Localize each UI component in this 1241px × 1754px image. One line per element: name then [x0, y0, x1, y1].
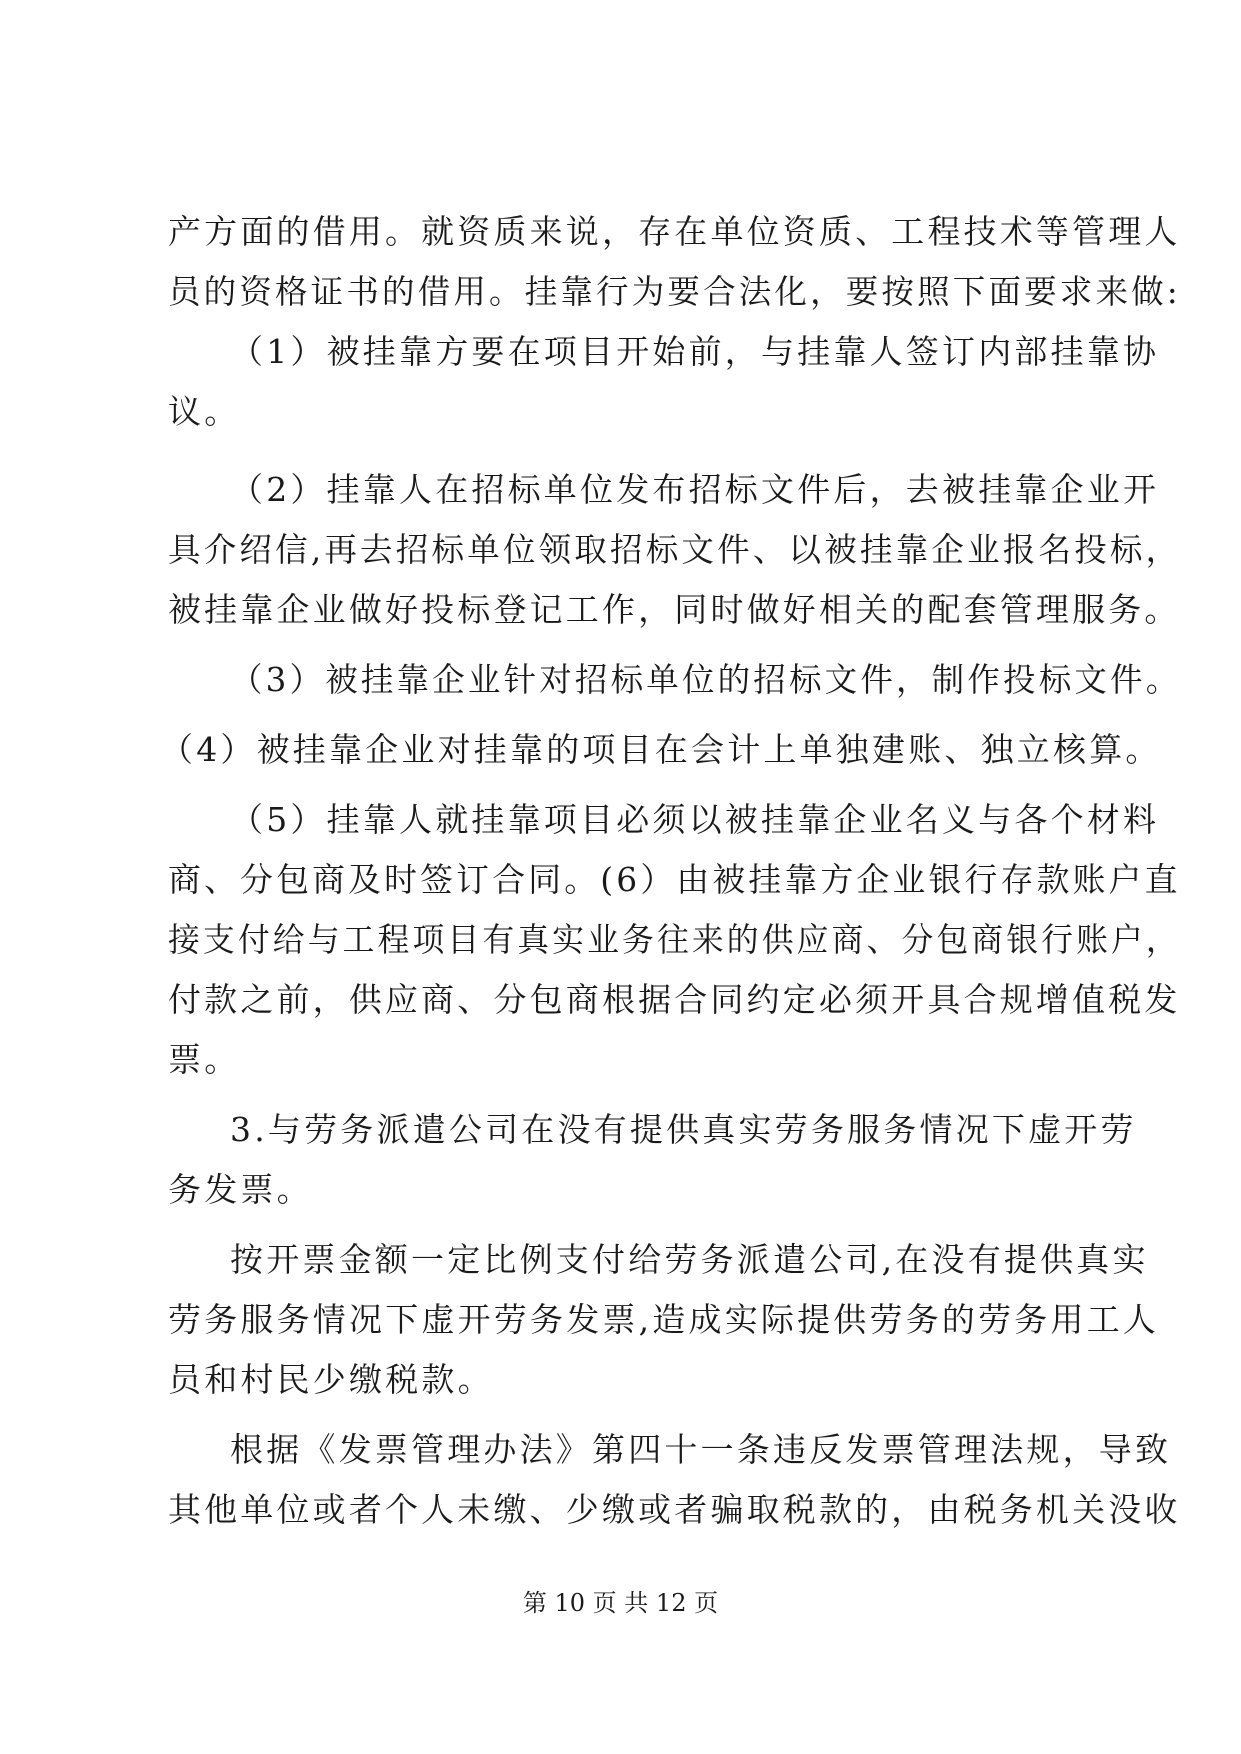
- text-line-16: 务发票。: [168, 1170, 313, 1209]
- text-line-4: 议。: [168, 392, 241, 431]
- text-line-12: 接支付给与工程项目有真实业务往来的供应商、分包商银行账户，: [168, 920, 1181, 959]
- text-line-7: 被挂靠企业做好投标登记工作，同时做好相关的配套管理服务。: [168, 590, 1181, 629]
- text-line-20: 根据《发票管理办法》第四十一条违反发票管理法规，导致: [230, 1430, 1172, 1469]
- text-line-3: （1）被挂靠方要在项目开始前，与挂靠人签订内部挂靠协: [230, 332, 1160, 371]
- text-line-18: 劳务服务情况下虚开劳务发票,造成实际提供劳务的劳务用工人: [168, 1300, 1160, 1339]
- text-line-17: 按开票金额一定比例支付给劳务派遣公司,在没有提供真实: [230, 1240, 1149, 1279]
- text-line-6: 具介绍信,再去招标单位领取招标文件、以被挂靠企业报名投标，: [168, 530, 1182, 569]
- text-line-21: 其他单位或者个人未缴、少缴或者骗取税款的，由税务机关没收: [168, 1490, 1181, 1529]
- text-line-2: 员的资格证书的借用。挂靠行为要合法化，要按照下面要求来做:: [168, 272, 1181, 311]
- text-line-10: （5）挂靠人就挂靠项目必须以被挂靠企业名义与各个材料: [230, 800, 1160, 839]
- text-line-1: 产方面的借用。就资质来说，存在单位资质、工程技术等管理人: [168, 212, 1181, 251]
- text-line-8: （3）被挂靠企业针对招标单位的招标文件，制作投标文件。: [230, 660, 1182, 699]
- text-line-13: 付款之前，供应商、分包商根据合同约定必须开具合规增值税发: [168, 980, 1181, 1019]
- text-line-14: 票。: [168, 1040, 241, 1079]
- text-line-5: （2）挂靠人在招标单位发布招标文件后，去被挂靠企业开: [230, 470, 1160, 509]
- page-footer: 第 10 页 共 12 页: [522, 1589, 719, 1617]
- text-line-11: 商、分包商及时签订合同。(6）由被挂靠方企业银行存款账户直: [168, 860, 1181, 899]
- text-line-15: 3.与劳务派遣公司在没有提供真实劳务服务情况下虚开劳: [230, 1110, 1137, 1149]
- text-line-19: 员和村民少缴税款。: [168, 1360, 494, 1399]
- text-line-9: （4）被挂靠企业对挂靠的项目在会计上单独建账、独立核算。: [160, 730, 1162, 769]
